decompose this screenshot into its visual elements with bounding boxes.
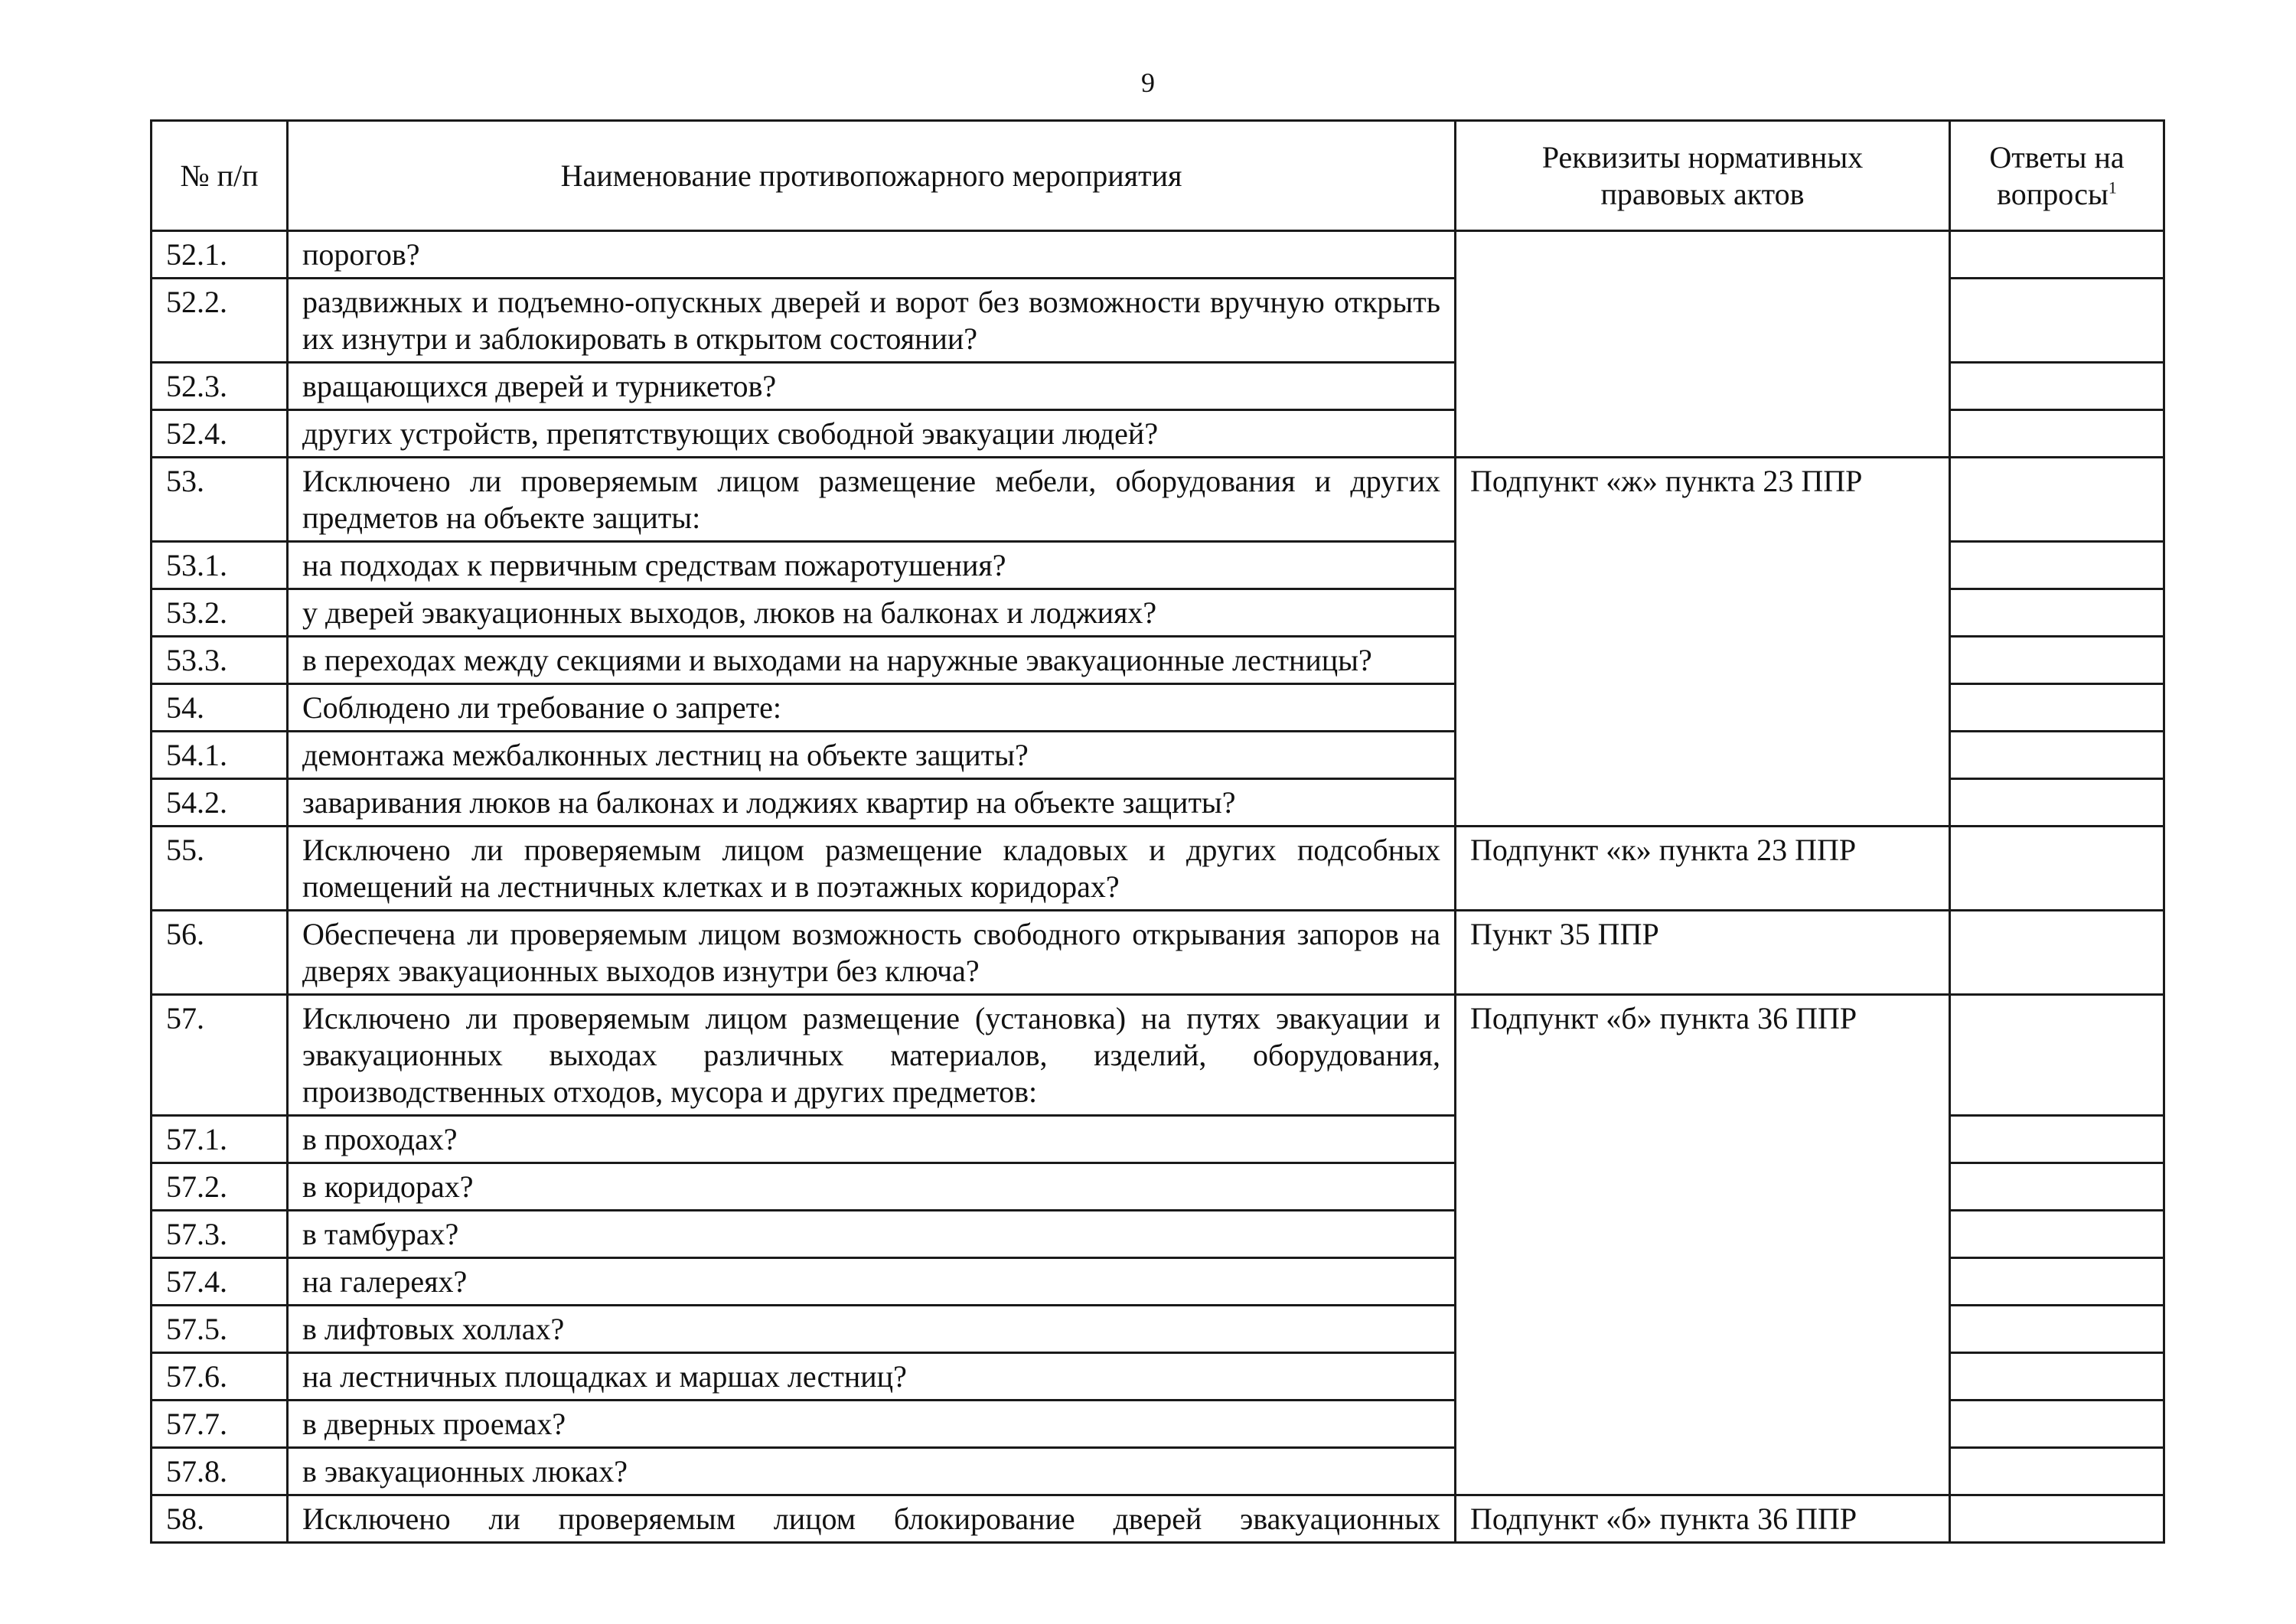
answer-cell[interactable] (1950, 542, 2164, 589)
answer-cell[interactable] (1950, 732, 2164, 779)
row-reference (1456, 231, 1950, 458)
row-text: на галереях? (288, 1258, 1456, 1306)
header-row (152, 121, 2164, 231)
table-row (152, 995, 2164, 1116)
row-text: в коридорах? (288, 1163, 1456, 1211)
row-number: 57.6. (152, 1353, 288, 1401)
row-text: демонтажа межбалконных лестниц на объекте защиты? (288, 732, 1456, 779)
row-number: 57.4. (152, 1258, 288, 1306)
row-number: 57.2. (152, 1163, 288, 1211)
row-text: порогов? (288, 231, 1456, 279)
row-text: на лестничных площадках и маршах лестниц? (288, 1353, 1456, 1401)
table-row (152, 1495, 2164, 1543)
row-number: 53.1. (152, 542, 288, 589)
answer-cell[interactable] (1950, 637, 2164, 684)
row-text: Исключено ли проверяемым лицом размещение мебели, оборудования и других предметов на объекте защиты: (288, 458, 1456, 542)
row-text: Соблюдено ли требование о запрете: (288, 684, 1456, 732)
row-number: 53.2. (152, 589, 288, 637)
answer-cell[interactable] (1950, 779, 2164, 827)
row-number: 57.3. (152, 1211, 288, 1258)
row-text: вращающихся дверей и турникетов? (288, 363, 1456, 410)
answer-cell[interactable] (1950, 589, 2164, 637)
answer-cell[interactable] (1950, 995, 2164, 1116)
answer-cell[interactable] (1950, 279, 2164, 363)
answer-cell[interactable] (1950, 231, 2164, 279)
row-number: 57.7. (152, 1401, 288, 1448)
answer-cell[interactable] (1950, 363, 2164, 410)
row-number: 57. (152, 995, 288, 1116)
row-number: 52.2. (152, 279, 288, 363)
footnote-marker: 1 (2108, 178, 2117, 197)
answer-cell[interactable] (1950, 1353, 2164, 1401)
table-row (152, 231, 2164, 279)
row-reference: Подпункт «к» пункта 23 ППР (1456, 827, 1950, 911)
row-number: 53. (152, 458, 288, 542)
answer-cell[interactable] (1950, 1116, 2164, 1163)
row-reference: Пункт 35 ППР (1456, 911, 1950, 995)
row-number: 52.4. (152, 410, 288, 458)
page-number: 9 (1141, 67, 1155, 98)
answer-cell[interactable] (1950, 1211, 2164, 1258)
row-text: в тамбурах? (288, 1211, 1456, 1258)
row-text: заваривания люков на балконах и лоджиях квартир на объекте защиты? (288, 779, 1456, 827)
row-number: 53.3. (152, 637, 288, 684)
header-name: Наименование противопожарного мероприятия (288, 121, 1456, 231)
header-answers: Ответы на вопросы$^1$ (1950, 121, 2164, 231)
row-text: других устройств, препятствующих свободной эвакуации людей? (288, 410, 1456, 458)
row-text: в переходах между секциями и выходами на наружные эвакуационные лестницы? (288, 637, 1456, 684)
row-number: 52.3. (152, 363, 288, 410)
answer-cell[interactable] (1950, 1401, 2164, 1448)
row-number: 54.2. (152, 779, 288, 827)
row-text: Исключено ли проверяемым лицом размещение кладовых и других подсобных помещений на лестничных клетках и в поэтажных коридорах? (288, 827, 1456, 911)
row-text: в эвакуационных люках? (288, 1448, 1456, 1495)
answer-cell[interactable] (1950, 1448, 2164, 1495)
row-text: в лифтовых холлах? (288, 1306, 1456, 1353)
row-text: Обеспечена ли проверяемым лицом возможность свободного открывания запоров на дверях эвакуационных выходов изнутри без ключа? (288, 911, 1456, 995)
row-text: раздвижных и подъемно-опускных дверей и ворот без возможности вручную открыть их изнутри и заблокировать в открытом состоянии? (288, 279, 1456, 363)
row-reference: Подпункт «б» пункта 36 ППР (1456, 1495, 1950, 1543)
header-num: № п/п (152, 121, 288, 231)
table-row (152, 458, 2164, 542)
row-number: 52.1. (152, 231, 288, 279)
answer-cell[interactable] (1950, 1258, 2164, 1306)
answer-cell[interactable] (1950, 458, 2164, 542)
answer-cell[interactable] (1950, 684, 2164, 732)
answer-cell[interactable] (1950, 911, 2164, 995)
row-number: 57.8. (152, 1448, 288, 1495)
row-number: 54. (152, 684, 288, 732)
table-row (152, 827, 2164, 911)
row-number: 55. (152, 827, 288, 911)
row-text: в проходах? (288, 1116, 1456, 1163)
row-number: 54.1. (152, 732, 288, 779)
table-row (152, 911, 2164, 995)
row-text: Исключено ли проверяемым лицом размещение (установка) на путях эвакуации и эвакуационных выходах различных материалов, изделий, оборудования, производственных отходов, мусора и других предметов: (288, 995, 1456, 1116)
answer-cell[interactable] (1950, 1163, 2164, 1211)
row-text: Исключено ли проверяемым лицом блокирование дверей эвакуационных (288, 1495, 1456, 1543)
fire-safety-checklist-table (150, 119, 2165, 1544)
answer-cell[interactable] (1950, 1306, 2164, 1353)
row-text: на подходах к первичным средствам пожаротушения? (288, 542, 1456, 589)
row-reference: Подпункт «ж» пункта 23 ППР (1456, 458, 1950, 827)
row-number: 56. (152, 911, 288, 995)
row-number: 57.5. (152, 1306, 288, 1353)
answer-cell[interactable] (1950, 1495, 2164, 1543)
row-number: 57.1. (152, 1116, 288, 1163)
row-number: 58. (152, 1495, 288, 1543)
answer-cell[interactable] (1950, 410, 2164, 458)
answer-cell[interactable] (1950, 827, 2164, 911)
row-text: в дверных проемах? (288, 1401, 1456, 1448)
row-text: у дверей эвакуационных выходов, люков на балконах и лоджиях? (288, 589, 1456, 637)
row-reference: Подпункт «б» пункта 36 ППР (1456, 995, 1950, 1495)
header-refs: Реквизиты нормативных правовых актов (1456, 121, 1950, 231)
